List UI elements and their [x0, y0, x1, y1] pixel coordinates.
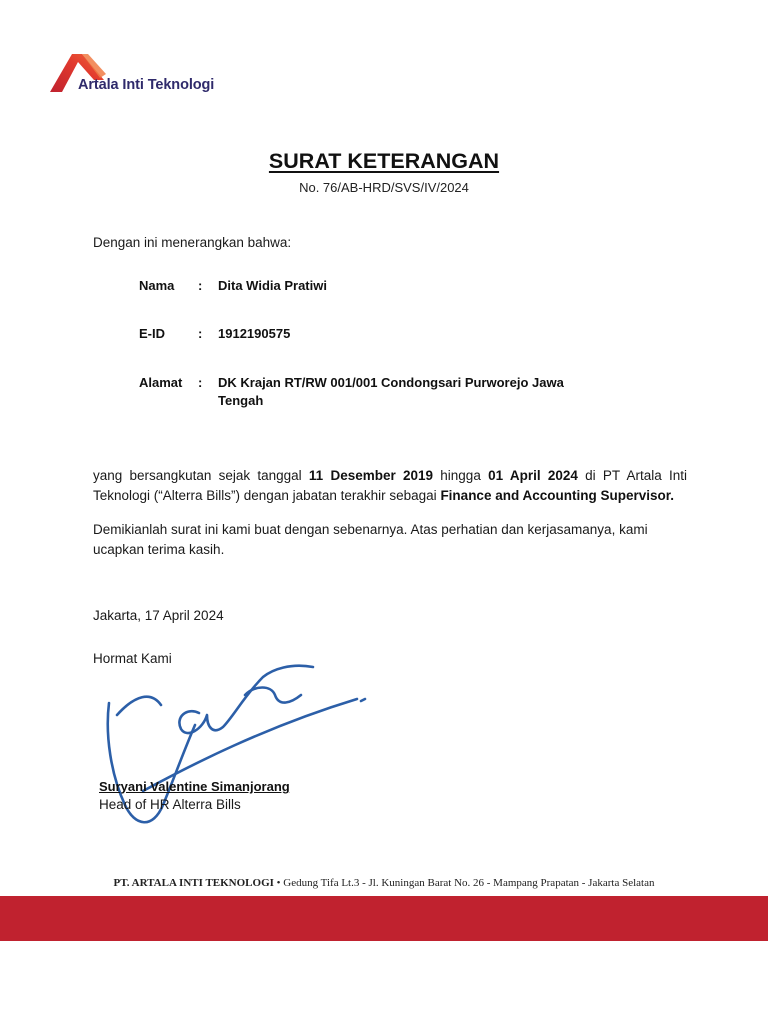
field-value: Dita Widia Pratiwi: [218, 278, 327, 293]
field-colon: :: [198, 278, 203, 293]
start-date: 11 Desember 2019: [308, 468, 434, 483]
job-position: Finance and Accounting Supervisor.: [440, 487, 674, 503]
signer-title: Head of HR Alterra Bills: [99, 797, 241, 812]
field-label: E-ID: [139, 326, 165, 341]
end-date: 01 April 2024: [488, 468, 578, 483]
footer-address: [0, 877, 768, 889]
closing-salutation: Hormat Kami: [93, 651, 172, 666]
field-colon: :: [198, 326, 203, 341]
footer-separator: •: [273, 877, 284, 889]
field-label: Alamat: [139, 375, 183, 390]
text-segment: di PT Artala Inti Teknologi (“Alterra Bills”) dengan jabatan terakhir sebagai: [93, 468, 687, 503]
footer-address-text: Gedung Tifa Lt.3 - Jl. Kuningan Barat No. 26 - Mampang Prapatan - Jakarta Selatan: [283, 877, 655, 889]
document-number: No. 76/AB-HRD/SVS/IV/2024: [299, 180, 469, 195]
text-segment: hingga: [433, 468, 489, 483]
logo-wordmark: Artala Inti Teknologi: [78, 77, 215, 93]
field-value: 1912190575: [218, 326, 291, 341]
text-segment: yang bersangkutan sejak tanggal: [93, 468, 309, 483]
company-logo: [48, 50, 248, 100]
footer-company: PT. ARTALA INTI TEKNOLOGI: [113, 877, 274, 889]
field-colon: :: [198, 375, 203, 390]
footer-bar: [0, 896, 768, 941]
employment-statement: [93, 466, 687, 505]
document-title: SURAT KETERANGAN: [268, 149, 500, 173]
field-label: Nama: [139, 278, 175, 293]
signer-name: Suryani Valentine Simanjorang: [99, 779, 290, 794]
place-date: Jakarta, 17 April 2024: [93, 608, 224, 623]
intro-text: Dengan ini menerangkan bahwa:: [93, 235, 292, 250]
field-value: DK Krajan RT/RW 001/001 Condongsari Purworejo Jawa Tengah: [218, 375, 564, 408]
closing-statement: Demikianlah surat ini kami buat dengan sebenarnya. Atas perhatian dan kerjasamanya, kami ucapkan terima kasih.: [93, 522, 648, 557]
